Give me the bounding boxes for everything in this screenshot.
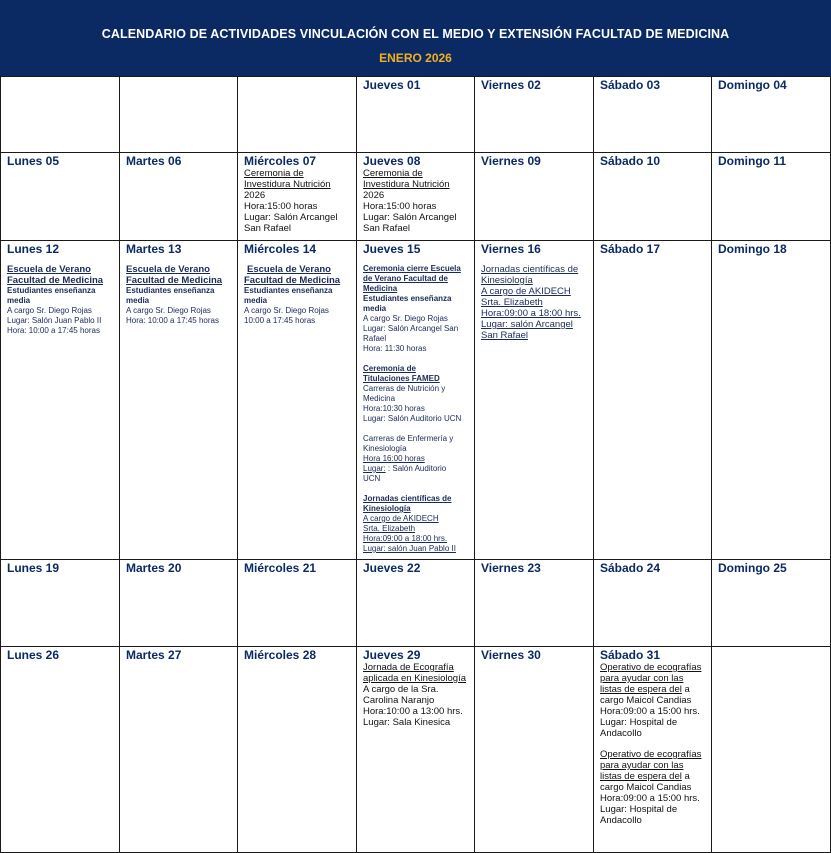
day-cell [357, 77, 475, 153]
event-title: para ayudar con las [600, 760, 684, 771]
event-place: Lugar: Sala Kinesica [363, 717, 451, 728]
event-title: Operativo de ecografías [600, 662, 702, 673]
event-title: para ayudar con las [600, 673, 684, 684]
week-row-2 [1, 153, 831, 241]
week-row-5 [1, 647, 831, 853]
day-label: Lunes 12 [7, 242, 60, 256]
event-place: Lugar: Salón Arcangel [363, 212, 457, 223]
day-label: Viernes 09 [481, 154, 541, 168]
event-title: Ceremonia de [363, 364, 416, 373]
event-title: Operativo de ecografías [600, 749, 702, 760]
day-cell [594, 77, 712, 153]
day-label: Sábado 03 [600, 78, 661, 92]
day-label: Sábado 31 [600, 648, 661, 662]
event-title: Investidura Nutrición [244, 179, 331, 190]
event-investidura [363, 168, 474, 234]
event-time: Hora:15:00 horas [363, 201, 437, 212]
day-cell [357, 647, 475, 853]
event-detail: Kinesiología [363, 444, 407, 453]
day-cell [357, 560, 475, 647]
event-title-line [600, 684, 711, 695]
event-subtitle: Estudiantes enseñanza [126, 286, 215, 295]
day-label: Jueves 08 [363, 154, 421, 168]
event-title: Escuela de Verano [126, 264, 210, 275]
day-label: Miércoles 14 [244, 242, 317, 256]
day-label: Martes 20 [126, 561, 182, 575]
day-label: Domingo 18 [718, 242, 787, 256]
day-cell-empty [712, 647, 831, 853]
event-place: Lugar: Hospital de [600, 717, 678, 728]
day-cell [238, 241, 357, 560]
event-title: Facultad de Medicina [126, 275, 223, 286]
event-place: Lugar: Salón Arcangel San [363, 324, 459, 333]
day-cell [238, 560, 357, 647]
event-title: Investidura Nutrición [363, 179, 450, 190]
day-label: Martes 06 [126, 154, 182, 168]
event-investidura [244, 168, 356, 234]
event-place: Lugar: Salón Arcangel [244, 212, 338, 223]
day-cell [475, 77, 594, 153]
event-subtitle: media [126, 296, 150, 305]
event-place: Lugar: salón Arcangel [481, 319, 573, 330]
event-title: Jornadas científicas de [363, 494, 452, 503]
day-label: Sábado 10 [600, 154, 661, 168]
event-subtitle: Estudiantes enseñanza [363, 294, 452, 303]
calendar-title: CALENDARIO DE ACTIVIDADES VINCULACIÓN CON EL MEDIO Y EXTENSIÓN FACULTAD DE MEDICINA [101, 27, 730, 41]
day-label: Jueves 01 [363, 78, 421, 92]
event-place: Andacollo [600, 728, 642, 739]
day-cell [120, 560, 238, 647]
event-time: Hora: 10:00 a 17:45 horas [126, 316, 219, 325]
event-title: Ceremonia cierre Escuela [363, 264, 461, 273]
event-organizer: cargo Maicol Candias [600, 782, 692, 793]
event-title: listas de espera del [600, 771, 682, 782]
event-time: Hora:09:00 a 18:00 hrs. [363, 534, 448, 543]
event-place: Lugar: Salón Auditorio UCN [363, 414, 462, 423]
day-cell [1, 241, 120, 560]
event-time: Hora:15:00 horas [244, 201, 318, 212]
day-cell-empty [120, 77, 238, 153]
event-year: 2026 [363, 190, 385, 201]
event-title: Titulaciones FAMED [363, 374, 440, 383]
event-ecografia [363, 662, 474, 728]
event-organizer: Srta. Elizabeth [481, 297, 543, 308]
event-subtitle: media [7, 296, 31, 305]
event-subtitle: media [244, 296, 268, 305]
event-detail: Carreras de Nutrición y [363, 384, 446, 393]
day-cell [238, 153, 357, 241]
event-time: Hora: 11:30 horas [363, 344, 427, 353]
event-organizer: A cargo de la Sra. [363, 684, 439, 695]
day-label: Miércoles 07 [244, 154, 317, 168]
day-label: Domingo 04 [718, 78, 787, 92]
day-cell [1, 647, 120, 853]
day-label: Viernes 16 [481, 242, 541, 256]
day-cell [475, 647, 594, 853]
day-label: Jueves 22 [363, 561, 421, 575]
event-title: Escuela de Verano [7, 264, 91, 275]
event-place: Lugar: salón Juan Pablo II [363, 544, 456, 553]
day-label: Domingo 25 [718, 561, 787, 575]
event-detail: Medicina [363, 394, 396, 403]
day-cell-empty [238, 77, 357, 153]
event-place: Lugar: Hospital de [600, 804, 678, 815]
event-place-value: : Salón Auditorio [385, 464, 447, 473]
event-title: Ceremonia de [363, 168, 423, 179]
event-place: Rafael [363, 334, 387, 343]
event-title: Facultad de Medicina [244, 275, 341, 286]
day-cell [475, 153, 594, 241]
day-label: Martes 13 [126, 242, 182, 256]
event-time: Hora:09:00 a 18:00 hrs. [481, 308, 581, 319]
day-cell [712, 241, 831, 560]
event-place: Lugar: Salón Juan Pablo II [7, 316, 102, 325]
event-place [363, 464, 474, 474]
event-title: Ceremonia de [244, 168, 304, 179]
day-cell [357, 153, 475, 241]
day-label: Viernes 02 [481, 78, 541, 92]
day-label: Lunes 26 [7, 648, 60, 662]
day-cell [712, 560, 831, 647]
day-label: Jueves 29 [363, 648, 421, 662]
day-label: Sábado 17 [600, 242, 661, 256]
event-time: Hora:10:00 a 13:00 hrs. [363, 706, 463, 717]
event-title: Jornada de Ecografía [363, 662, 454, 673]
event-title: Kinesiología [481, 275, 533, 286]
day-cell [712, 77, 831, 153]
day-label: Jueves 15 [363, 242, 421, 256]
event-title-line [600, 771, 711, 782]
week-row-4 [1, 560, 831, 647]
event-year: 2026 [244, 190, 266, 201]
day-cell [594, 241, 712, 560]
event-time: 10:00 a 17:45 horas [244, 316, 316, 325]
event-title: aplicada en Kinesiología [363, 673, 466, 684]
day-cell [475, 560, 594, 647]
day-cell [357, 241, 475, 560]
day-label: Viernes 23 [481, 561, 541, 575]
day-label: Viernes 30 [481, 648, 541, 662]
event-organizer: A cargo Sr. Diego Rojas [363, 314, 448, 323]
event-organizer: A cargo Sr. Diego Rojas [244, 306, 329, 315]
event-time: Hora:10:30 horas [363, 404, 425, 413]
calendar-month: ENERO 2026 [379, 51, 452, 65]
event-organizer: Carolina Naranjo [363, 695, 435, 706]
day-label: Sábado 24 [600, 561, 661, 575]
day-label: Lunes 19 [7, 561, 60, 575]
event-title-tail: a [681, 684, 690, 695]
day-cell [238, 647, 357, 853]
day-cell [1, 560, 120, 647]
day-cell [594, 560, 712, 647]
calendar-grid [0, 76, 831, 853]
event-place: San Rafael [481, 330, 529, 341]
event-organizer: A cargo Sr. Diego Rojas [7, 306, 92, 315]
day-cell-empty [1, 77, 120, 153]
week-row-1 [1, 77, 831, 153]
event-subtitle: Estudiantes enseñanza [244, 286, 333, 295]
event-subtitle: media [363, 304, 387, 313]
day-cell [1, 153, 120, 241]
event-organizer: cargo Maicol Candias [600, 695, 692, 706]
event-title-tail: a [681, 771, 690, 782]
event-time: Hora:09:00 a 15:00 hrs. [600, 706, 700, 717]
event-operativo [600, 662, 711, 826]
day-label: Martes 27 [126, 648, 182, 662]
calendar-header [0, 0, 831, 76]
event-time: Hora: 10:00 a 17:45 horas [7, 326, 100, 335]
event-place: Andacollo [600, 815, 642, 826]
week-row-3 [1, 241, 831, 560]
event-title: de Verano Facultad de [363, 274, 448, 283]
day-label: Miércoles 21 [244, 561, 317, 575]
event-detail: Carreras de Enfermería y [363, 434, 454, 443]
event-place-label: Lugar: [363, 464, 386, 473]
day-cell [120, 647, 238, 853]
event-place: San Rafael [363, 223, 411, 234]
day-cell [120, 241, 238, 560]
day-cell [594, 647, 712, 853]
event-organizer: A cargo de AKIDECH [481, 286, 571, 297]
event-organizer: A cargo de AKIDECH [363, 514, 439, 523]
event-time: Hora 16:00 horas [363, 454, 425, 463]
day-label: Lunes 05 [7, 154, 60, 168]
day-cell [712, 153, 831, 241]
event-title: Facultad de Medicina [7, 275, 104, 286]
day-cell [120, 153, 238, 241]
event-time: Hora:09:00 a 15:00 hrs. [600, 793, 700, 804]
event-title: Jornadas científicas de [481, 264, 579, 275]
event-title: Kinesiología [363, 504, 411, 513]
day-label: Miércoles 28 [244, 648, 317, 662]
day-cell [594, 153, 712, 241]
event-title: listas de espera del [600, 684, 682, 695]
event-title: Escuela de Verano [247, 264, 331, 275]
event-organizer: A cargo Sr. Diego Rojas [126, 306, 211, 315]
event-subtitle: Estudiantes enseñanza [7, 286, 96, 295]
day-label: Domingo 11 [718, 154, 787, 168]
event-title: Medicina [363, 284, 398, 293]
event-place: San Rafael [244, 223, 292, 234]
event-place: UCN [363, 474, 381, 483]
day-cell [475, 241, 594, 560]
event-organizer: Srta. Elizabeth [363, 524, 416, 533]
